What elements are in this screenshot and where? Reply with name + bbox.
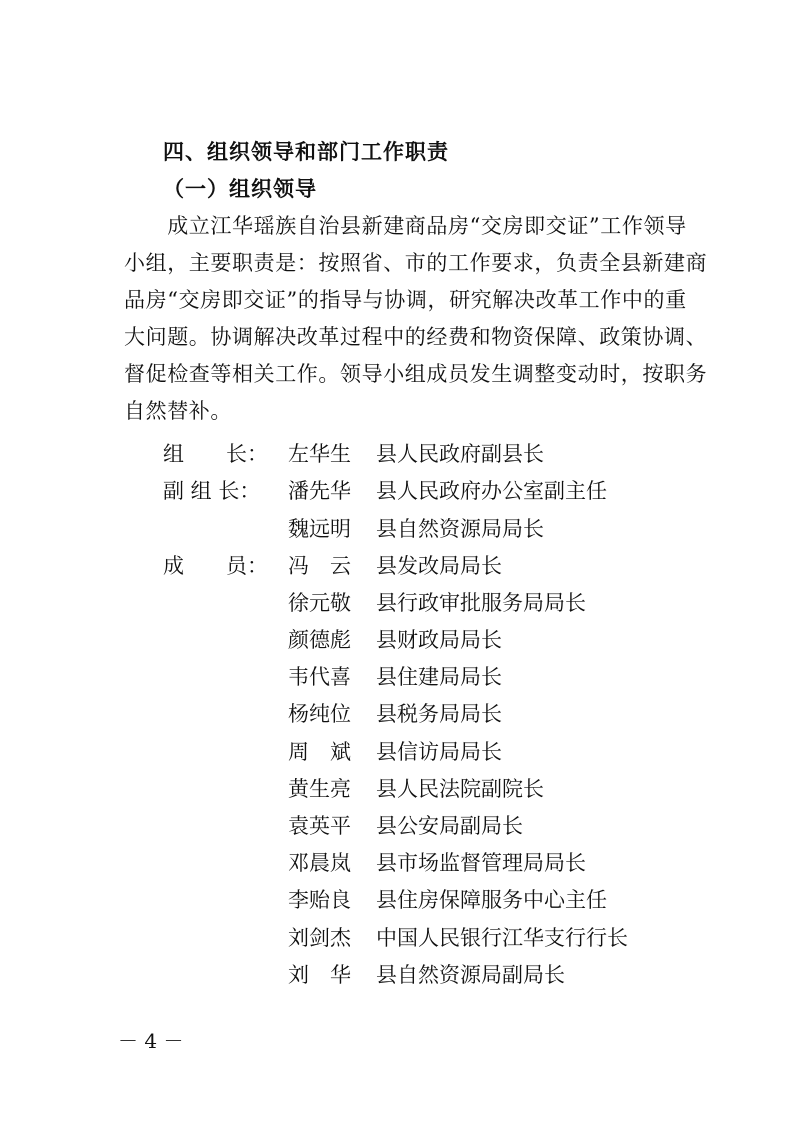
role-label-members: 成 员： <box>163 554 268 578</box>
member-title: 县市场监督管理局局长 <box>376 851 586 875</box>
member-title: 县发改局局长 <box>376 554 502 578</box>
member-title: 县信访局局长 <box>376 740 502 764</box>
member-name: 李贻良 <box>288 888 351 912</box>
member-title: 县公安局副局长 <box>376 814 523 838</box>
member-name: 魏远明 <box>288 517 351 541</box>
page-number: － 4 － <box>118 1029 184 1053</box>
member-title: 县住建局局长 <box>376 665 502 689</box>
subsection-heading: （一）组织领导 <box>163 177 317 201</box>
member-title: 县自然资源局副局长 <box>376 963 565 987</box>
member-name: 杨纯位 <box>288 702 351 726</box>
member-name: 冯 云 <box>288 554 351 578</box>
member-title: 县住房保障服务中心主任 <box>376 888 607 912</box>
member-name: 周 斌 <box>288 740 351 764</box>
member-name: 韦代喜 <box>288 665 351 689</box>
member-title: 县人民政府副县长 <box>376 442 544 466</box>
section-heading: 四、组织领导和部门工作职责 <box>163 140 449 164</box>
member-name: 刘剑杰 <box>288 926 351 950</box>
paragraph-line: 成立江华瑶族自治县新建商品房“交房即交证”工作领导 <box>124 214 687 238</box>
member-name: 刘 华 <box>288 963 351 987</box>
paragraph-line: 大问题。协调解决改革过程中的经费和物资保障、政策协调、 <box>124 325 708 349</box>
role-label-deputy: 副 组 长： <box>163 479 261 503</box>
member-title: 县税务局局长 <box>376 702 502 726</box>
member-title: 中国人民银行江华支行行长 <box>376 926 628 950</box>
member-title: 县人民法院副院长 <box>376 777 544 801</box>
member-title: 县行政审批服务局局长 <box>376 591 586 615</box>
member-name: 邓晨岚 <box>288 851 351 875</box>
member-name: 徐元敬 <box>288 591 351 615</box>
paragraph-line: 品房“交房即交证”的指导与协调，研究解决改革工作中的重 <box>124 288 687 312</box>
member-name: 黄生亮 <box>288 777 351 801</box>
paragraph-line: 小组，主要职责是：按照省、市的工作要求，负责全县新建商 <box>124 251 708 275</box>
member-name: 左华生 <box>288 442 351 466</box>
paragraph-line: 督促检查等相关工作。领导小组成员发生调整变动时，按职务 <box>124 362 708 386</box>
member-title: 县人民政府办公室副主任 <box>376 479 607 503</box>
role-label-leader: 组 长： <box>163 442 268 466</box>
member-name: 颜德彪 <box>288 628 351 652</box>
member-title: 县自然资源局局长 <box>376 517 544 541</box>
member-name: 潘先华 <box>288 479 351 503</box>
member-title: 县财政局局长 <box>376 628 502 652</box>
member-name: 袁英平 <box>288 814 351 838</box>
paragraph-line: 自然替补。 <box>124 399 232 423</box>
